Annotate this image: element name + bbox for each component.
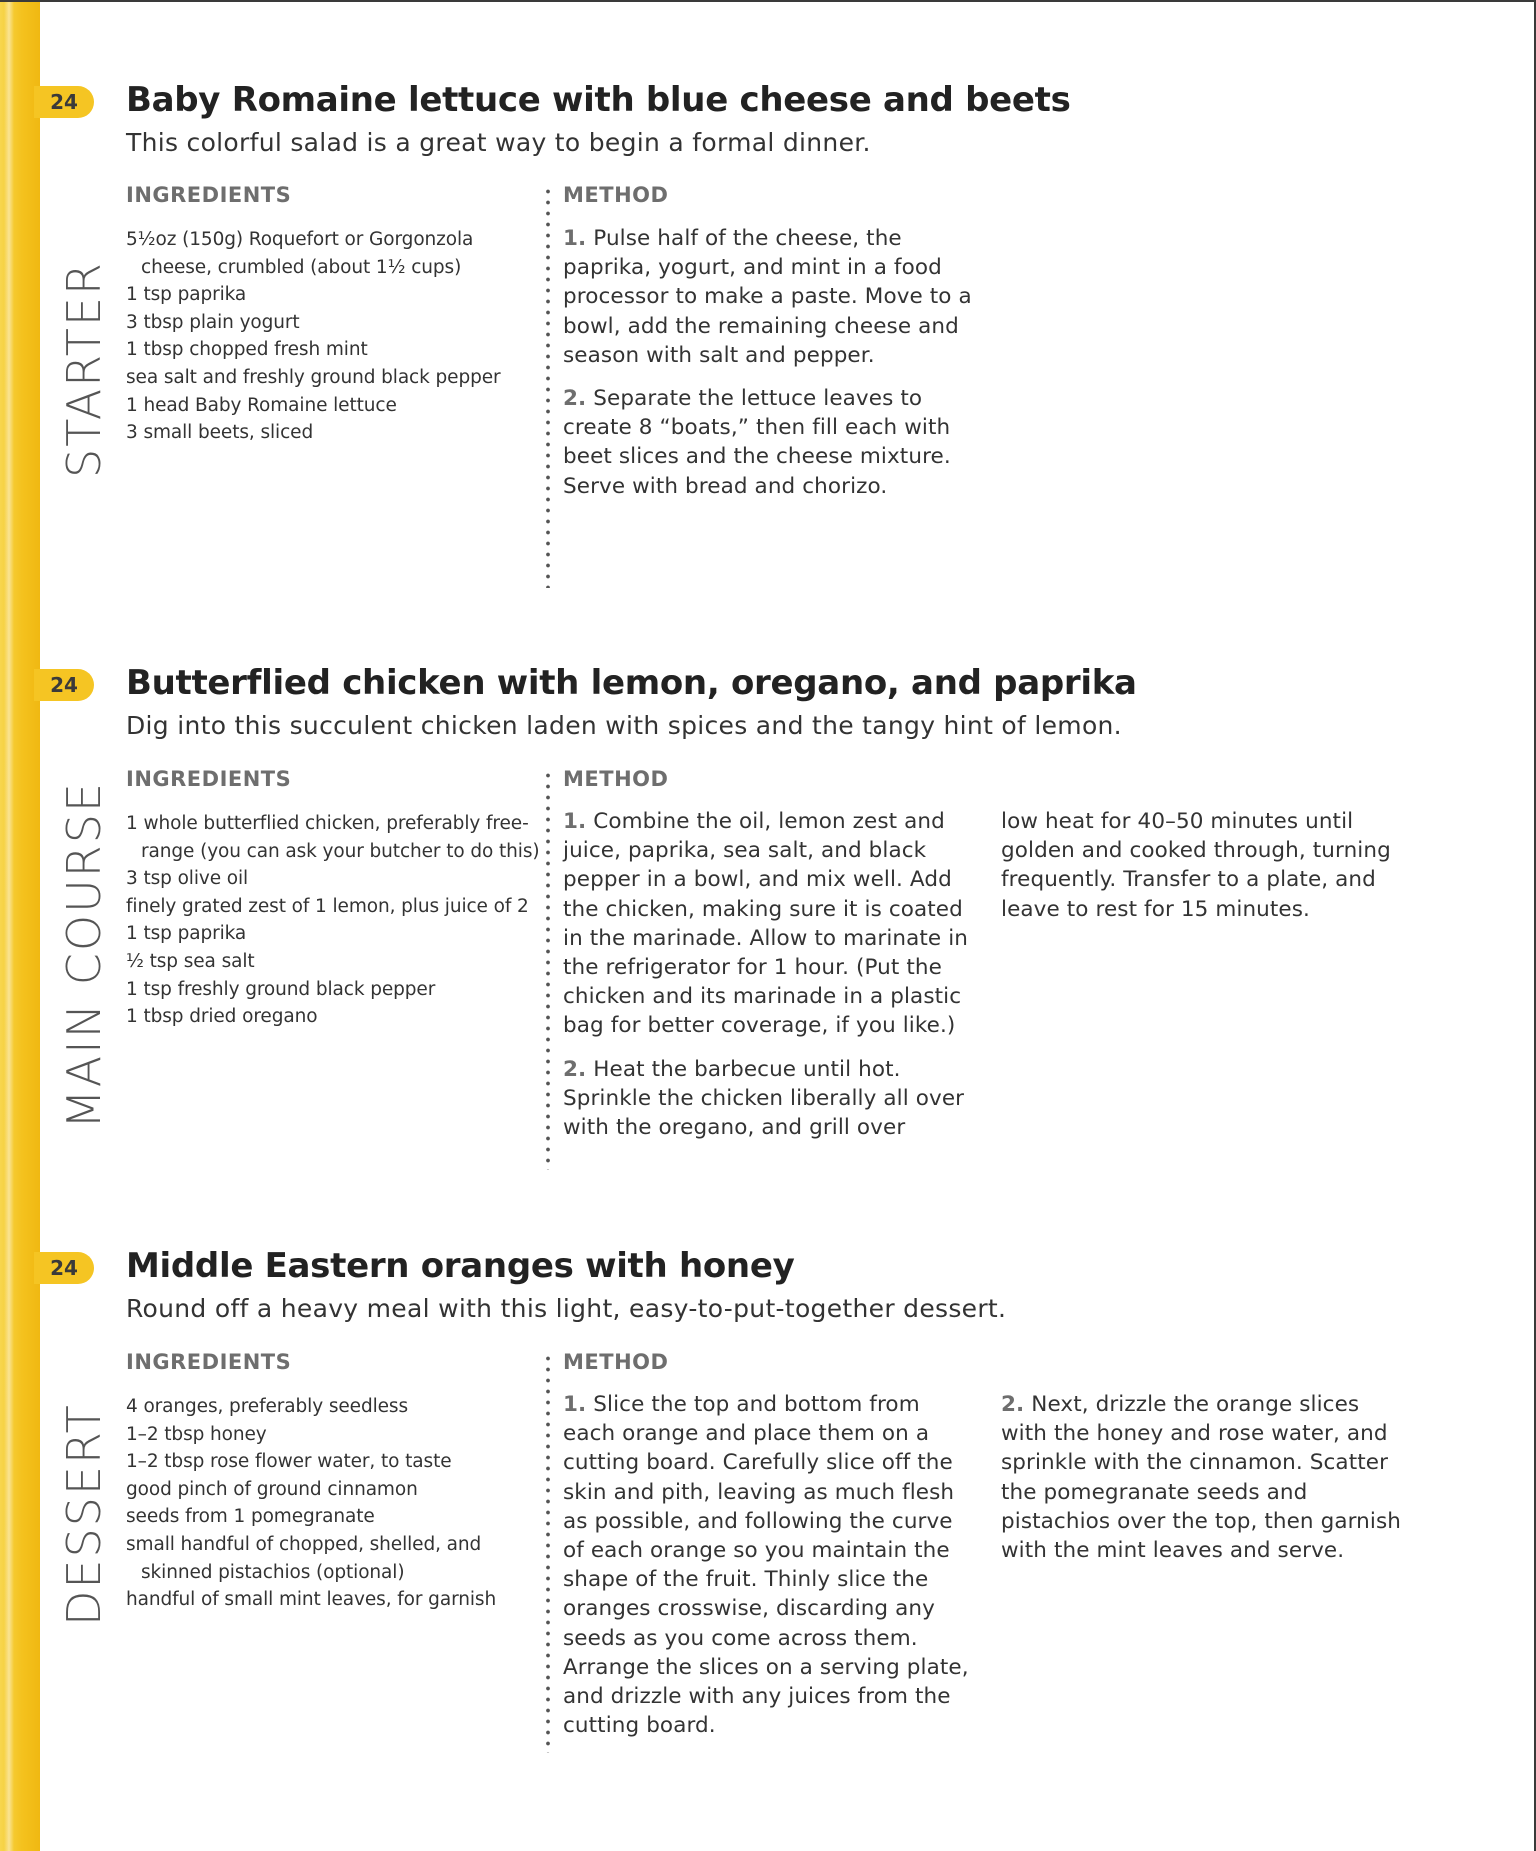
ingredient-item: 4 oranges, preferably seedless bbox=[126, 1396, 408, 1417]
step-text: Next, drizzle the orange slices with the honey and rose water, and sprinkle with the cinnamon. Scatter the pomegranate seeds and pistachios over the top, then garnish with the mint leaves and serve. bbox=[1001, 1392, 1401, 1564]
ingredients-heading: INGREDIENTS bbox=[126, 767, 292, 791]
method-heading: METHOD bbox=[563, 1350, 669, 1374]
page-number-badge: 24 bbox=[34, 669, 94, 701]
step-number: 2. bbox=[1001, 1392, 1025, 1417]
method-column-continued bbox=[1001, 1390, 1411, 1579]
method-step bbox=[563, 224, 973, 370]
method-column-continued bbox=[1001, 807, 1411, 938]
ingredients-list bbox=[126, 810, 546, 1031]
step-number: 1. bbox=[563, 809, 587, 834]
method-step bbox=[563, 1055, 973, 1143]
ingredient-item: handful of small mint leaves, for garnish bbox=[126, 1589, 497, 1611]
page-number-badge: 24 bbox=[34, 86, 94, 118]
recipe-title: Butterflied chicken with lemon, oregano, and paprika bbox=[126, 663, 1137, 703]
recipe-subtitle: Round off a heavy meal with this light, easy-to-put-together dessert. bbox=[126, 1294, 1007, 1323]
method-column bbox=[563, 807, 973, 1156]
method-step-continued: low heat for 40–50 minutes until golden and cooked through, turning frequently. Transfer to a plate, and leave to rest for 15 minutes. bbox=[1001, 809, 1391, 922]
ingredient-item: finely grated zest of 1 lemon, plus juice of 2 bbox=[126, 895, 529, 917]
method-step bbox=[563, 807, 973, 1041]
method-heading: METHOD bbox=[563, 183, 669, 207]
recipe-subtitle: Dig into this succulent chicken laden with spices and the tangy hint of lemon. bbox=[126, 711, 1122, 740]
section-label-starter: STARTER bbox=[57, 261, 111, 479]
ingredient-item: 3 tbsp plain yogurt bbox=[126, 311, 300, 333]
recipe-title: Baby Romaine lettuce with blue cheese and beets bbox=[126, 80, 1071, 120]
ingredient-item: 1 tbsp chopped fresh mint bbox=[126, 339, 368, 361]
section-label-dessert: DESSERT bbox=[57, 1403, 111, 1627]
step-number: 2. bbox=[563, 386, 587, 412]
step-number: 1. bbox=[563, 1392, 587, 1417]
method-heading: METHOD bbox=[563, 767, 669, 791]
page-number-badge: 24 bbox=[34, 1252, 94, 1284]
step-text: Pulse half of the cheese, the paprika, yogurt, and mint in a food processor to make a paste. Move to a bowl, add the remaining cheese and season with salt and pepper. bbox=[563, 226, 972, 368]
ingredient-item: 1 head Baby Romaine lettuce bbox=[126, 394, 397, 416]
ingredients-heading: INGREDIENTS bbox=[126, 1350, 292, 1374]
ingredient-item: 1 whole butterflied chicken, preferably free-range (you can ask your butcher to do this) bbox=[126, 813, 540, 862]
ingredient-item: seeds from 1 pomegranate bbox=[126, 1506, 375, 1528]
step-text: Separate the lettuce leaves to create 8 “boats,” then fill each with beet slices and the cheese mixture. Serve with bread and chorizo. bbox=[563, 386, 951, 499]
step-text: Heat the barbecue until hot. Sprinkle the chicken liberally all over with the oregano, and grill over bbox=[563, 1056, 965, 1141]
dotted-divider bbox=[545, 186, 551, 588]
recipe-subtitle: This colorful salad is a great way to begin a formal dinner. bbox=[126, 128, 871, 157]
gold-edge-strip bbox=[0, 0, 40, 1851]
section-label-main-course: MAIN COURSE bbox=[57, 781, 111, 1129]
ingredients-heading: INGREDIENTS bbox=[126, 183, 292, 207]
dotted-divider bbox=[545, 770, 551, 1170]
ingredients-list bbox=[126, 226, 536, 447]
ingredient-item: 1 tsp paprika bbox=[126, 284, 247, 306]
ingredient-item: 1 tsp freshly ground black pepper bbox=[126, 978, 436, 1000]
method-step bbox=[563, 1390, 973, 1740]
method-step bbox=[1001, 1390, 1411, 1565]
step-number: 1. bbox=[563, 226, 587, 251]
ingredient-item: 3 small beets, sliced bbox=[126, 422, 314, 444]
ingredient-item: 1–2 tbsp rose flower water, to taste bbox=[126, 1451, 452, 1473]
ingredients-list bbox=[126, 1393, 536, 1614]
method-column bbox=[563, 1390, 973, 1754]
method-column bbox=[563, 224, 973, 515]
ingredient-item: 3 tsp olive oil bbox=[126, 868, 249, 890]
method-step bbox=[563, 384, 973, 501]
ingredient-item: sea salt and freshly ground black pepper bbox=[126, 366, 501, 388]
ingredient-item: 1–2 tbsp honey bbox=[126, 1423, 267, 1445]
ingredient-item: 1 tsp paprika bbox=[126, 923, 247, 945]
ingredient-item: 5½oz (150g) Roquefort or Gorgonzola cheese, crumbled (about 1½ cups) bbox=[126, 229, 474, 278]
step-text: Slice the top and bottom from each orange and place them on a cutting board. Carefully slice off the skin and pith, leaving as much flesh as possible, and following the curve of each orange so you maintain the shape of the fruit. Thinly slice the oranges crosswise, discarding any seeds as you come across them. Arrange the slices on a serving plate, and drizzle with any juices from the cutting board. bbox=[563, 1392, 969, 1739]
ingredient-item: ½ tsp sea salt bbox=[126, 950, 255, 972]
step-text: Combine the oil, lemon zest and juice, paprika, sea salt, and black pepper in a bowl, and mix well. Add the chicken, making sure it is coated in the marinade. Allow to marinate in the refrigerator for 1 hour. (Put the chicken and its marinade in a plastic bag for better coverage, if you like.) bbox=[563, 809, 968, 1039]
ingredient-item: good pinch of ground cinnamon bbox=[126, 1478, 418, 1500]
ingredient-item: small handful of chopped, shelled, and skinned pistachios (optional) bbox=[126, 1533, 482, 1583]
recipe-title: Middle Eastern oranges with honey bbox=[126, 1246, 795, 1286]
dotted-divider bbox=[545, 1353, 551, 1753]
step-number: 2. bbox=[563, 1056, 587, 1082]
ingredient-item: 1 tbsp dried oregano bbox=[126, 1006, 318, 1028]
